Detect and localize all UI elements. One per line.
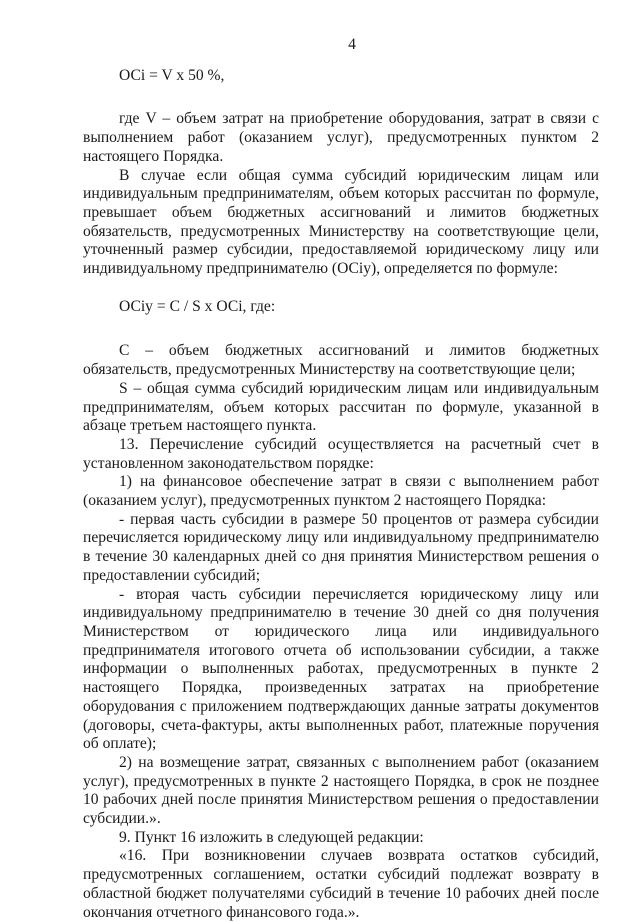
paragraph-second-part: - вторая часть субсидии перечисляется юридическому лицу или индивидуальному предпринимателю в течение 30 дней со дня получения Министерством от юридического лица или индивидуального предпринимателя итогового отчета об использовании субсидии, а также информации о выполненных работах, предусмотренных в пункте 2 настоящего Порядка, произведенных затратах на приобретение оборудования с приложением подтверждающих данные затраты документов (договоры, счета-фактуры, акты выполненных работ, платежные поручения об оплате); [83,585,599,753]
paragraph-amendment-9: 9. Пункт 16 изложить в следующей редакции: [119,828,424,846]
paragraph-c-definition: С – объем бюджетных ассигнований и лимитов бюджетных обязательств, предусмотренных Министерству на соответствующие цели; [83,342,599,379]
page-number: 4 [348,36,356,53]
paragraph-item-16: «16. При возникновении случаев возврата остатков субсидий, предусмотренных соглашением, остатки субсидий подлежат возврату в областной бюджет получателями субсидий в течение 10 рабочих дней после окончания отчетного финансового года.». [83,847,599,921]
paragraph-v-definition: где V – объем затрат на приобретение оборудования, затрат в связи с выполнением работ (оказанием услуг), предусмотренных пунктом 2 настоящего Порядка. [83,110,599,165]
formula-oci: ОСi = V x 50 %, [119,66,225,84]
paragraph-s-definition: S – общая сумма субсидий юридическим лицам или индивидуальным предпринимателям, объем которых рассчитан по формуле, указанной в абзаце третьем настоящего пункта. [83,379,599,435]
paragraph-first-part: - первая часть субсидии в размере 50 процентов от размера субсидии перечисляется юридическому лицу или индивидуальному предпринимателю в течение 30 календарных дней со дня принятия Министерством решения о предоставлении субсидий; [83,510,599,584]
paragraph-exceeding-case: В случае если общая сумма субсидий юридическим лицам или индивидуальным предпринимателям, объем которых рассчитан по формуле, превышает объем бюджетных ассигнований и лимитов бюджетных обязательств, предусмотренных Министерству на соответствующие цели, уточненный размер субсидии, предоставляемой юридическому лицу или индивидуальному предпринимателю (ОСiу), определяется по формуле: [83,166,599,278]
paragraph-item-13: 13. Перечисление субсидий осуществляется на расчетный счет в установленном законодательством порядке: [83,435,599,472]
formula-ociu: ОСiу = С / S x ОСi, где: [119,297,276,315]
paragraph-subitem-2: 2) на возмещение затрат, связанных с выполнением работ (оказанием услуг), предусмотренных в пункте 2 настоящего Порядка, в срок не позднее 10 рабочих дней после принятия Министерством решения о предоставлении субсидии.». [83,753,599,828]
paragraph-subitem-1: 1) на финансовое обеспечение затрат в связи с выполнением работ (оказанием услуг), предусмотренных пунктом 2 настоящего Порядка: [83,473,599,510]
